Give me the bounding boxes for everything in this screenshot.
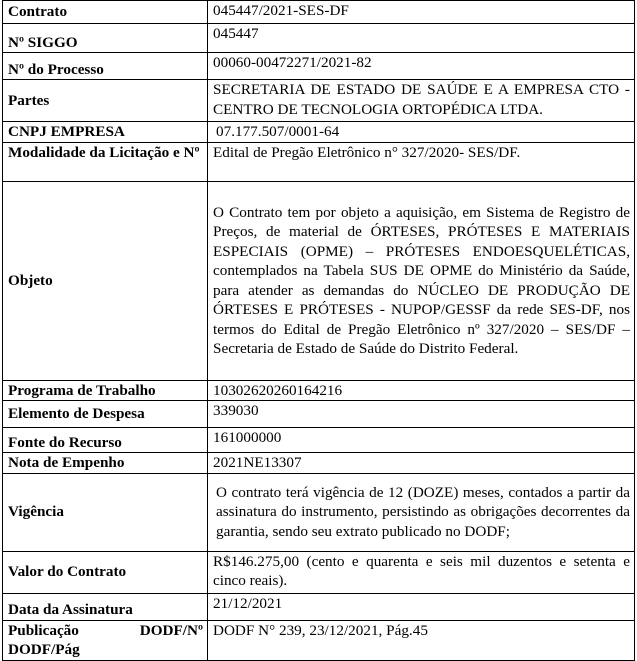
- row-processo: [3, 53, 635, 80]
- value-modalidade: Edital de Pregão Eletrônico n° 327/2020- SES/DF.: [208, 142, 635, 181]
- value-empenho: 2021NE13307: [208, 453, 635, 474]
- row-cnpj: [3, 122, 635, 143]
- value-data: 21/12/2021: [208, 593, 635, 620]
- value-partes: SECRETARIA DE ESTADO DE SAÚDE E A EMPRESA CTO - CENTRO DE TECNOLOGIA ORTOPÉDICA LTDA.: [208, 80, 635, 122]
- label-contrato: Contrato: [3, 1, 208, 24]
- value-fonte: 161000000: [208, 428, 635, 453]
- row-modalidade: [3, 142, 635, 181]
- value-siggo: 045447: [208, 24, 635, 53]
- row-fonte: [3, 428, 635, 453]
- label-cnpj: CNPJ EMPRESA: [3, 122, 208, 143]
- value-valor: R$146.275,00 (cento e quarenta e seis mil duzentos e setenta e cinco reais).: [208, 551, 635, 593]
- label-programa: Programa de Trabalho: [3, 380, 208, 401]
- label-siggo: Nº SIGGO: [3, 24, 208, 53]
- row-siggo: [3, 24, 635, 53]
- value-elemento: 339030: [208, 401, 635, 428]
- row-valor: [3, 551, 635, 593]
- label-publicacao-part3: DODF/Pág: [8, 641, 80, 658]
- label-publicacao: [3, 620, 208, 660]
- value-processo: 00060-00472271/2021-82: [208, 53, 635, 80]
- label-elemento: Elemento de Despesa: [3, 401, 208, 428]
- label-partes: Partes: [3, 80, 208, 122]
- row-programa: [3, 380, 635, 401]
- row-objeto: [3, 181, 635, 380]
- value-vigencia: O contrato terá vigência de 12 (DOZE) meses, contados a partir da assinatura do instrumento, persistindo as obrigações decorrentes da garantia, sendo seu extrato publicado no DODF;: [208, 473, 635, 551]
- label-publicacao-part2: DODF/Nº: [139, 621, 203, 639]
- label-fonte: Fonte do Recurso: [3, 428, 208, 453]
- row-publicacao: [3, 620, 635, 660]
- row-contrato: [3, 1, 635, 24]
- label-vigencia: Vigência: [3, 473, 208, 551]
- label-publicacao-part1: Publicação: [8, 621, 79, 639]
- value-cnpj: 07.177.507/0001-64: [208, 122, 635, 143]
- label-objeto: Objeto: [3, 181, 208, 380]
- row-empenho: [3, 453, 635, 474]
- row-partes: [3, 80, 635, 122]
- value-contrato: 045447/2021-SES-DF: [208, 1, 635, 24]
- row-data: [3, 593, 635, 620]
- contract-details-table: [2, 0, 635, 661]
- value-objeto: O Contrato tem por objeto a aquisição, em Sistema de Registro de Preços, de material de ÓRTESES, PRÓTESES E MATERIAIS ESPECIAIS (OPME) – PRÓTESES ENDOESQUELÉTICAS, contemplados na Tabela SUS DE OPME do Ministério da Saúde, para atender as demandas do NÚCLEO DE PRODUÇÃO DE ÓRTESES E PRÓTESES - NUPOP/GESSF da rede SES-DF, nos termos do Edital de Pregão Eletrônico nº 327/2020 – SES/DF – Secretaria de Estado de Saúde do Distrito Federal.: [208, 181, 635, 380]
- label-valor: Valor do Contrato: [3, 551, 208, 593]
- row-vigencia: [3, 473, 635, 551]
- label-data: Data da Assinatura: [3, 593, 208, 620]
- label-empenho: Nota de Empenho: [3, 453, 208, 474]
- row-elemento: [3, 401, 635, 428]
- contract-extract: [2, 0, 634, 661]
- label-processo: Nº do Processo: [3, 53, 208, 80]
- label-modalidade: Modalidade da Licitação e Nº: [3, 142, 208, 181]
- label-publicacao-line1: [8, 621, 203, 641]
- value-publicacao: DODF N° 239, 23/12/2021, Pág.45: [208, 620, 635, 660]
- value-programa: 10302620260164216: [208, 380, 635, 401]
